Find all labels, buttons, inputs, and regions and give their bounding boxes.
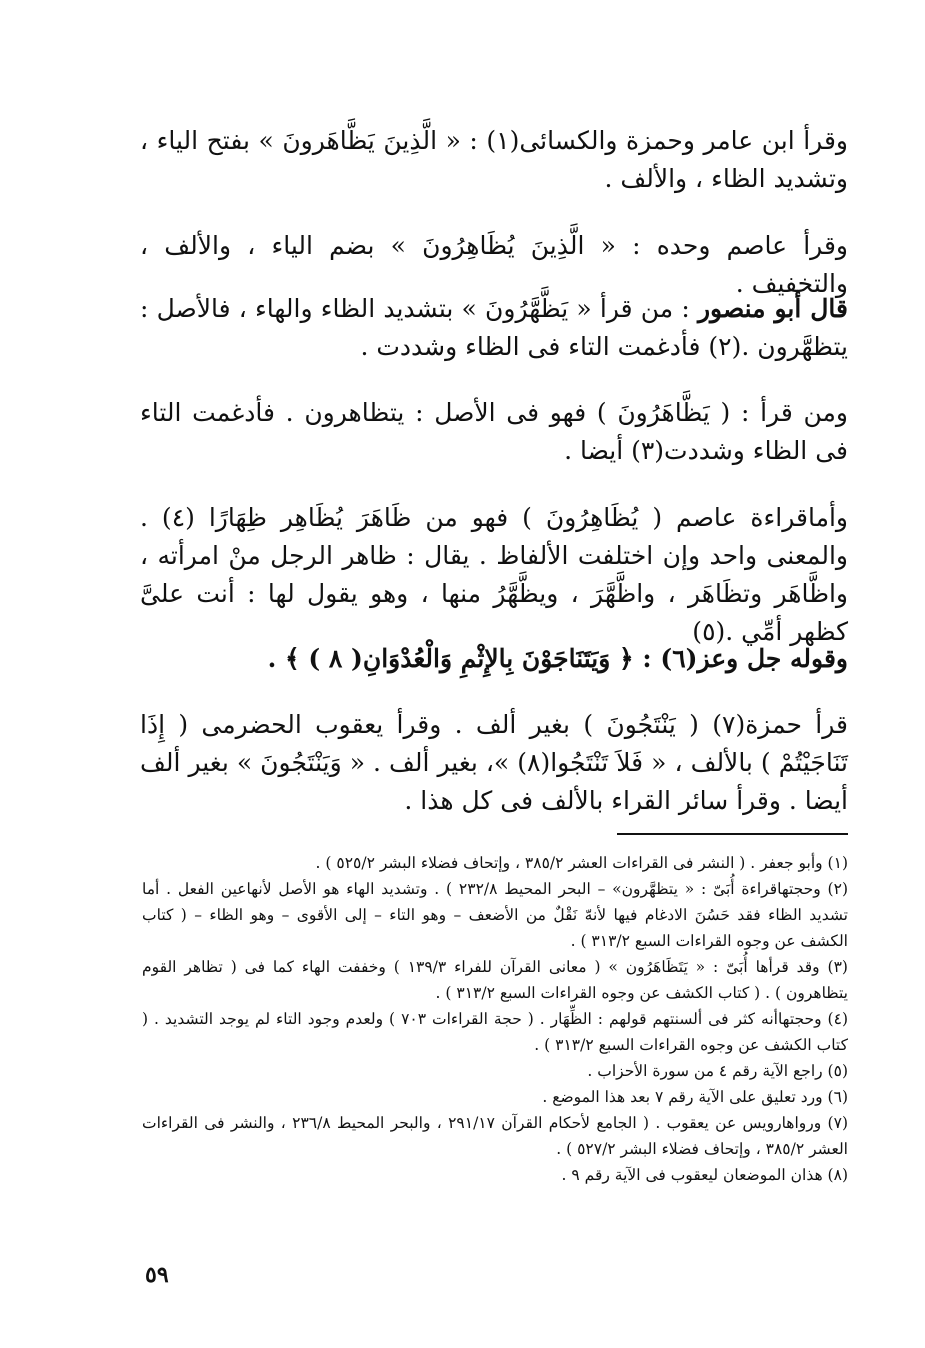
paragraph-text: وقرأ ابن عامر وحمزة والكسائى(١) : « الَّذِينَ يَظَّاهَرونَ » بفتح الياء ، وتشديد الظاء ، والألف . <box>140 126 848 193</box>
page-number: ٥٩ <box>145 1262 169 1288</box>
paragraph-text: : من قرأ « يَظَّهَّرُونَ » بتشديد الظاء والهاء ، فالأصل : يتظهَّرون .(٢) فأدغمت التاء فى الظاء وشددت . <box>140 294 848 361</box>
footnotes <box>142 850 848 1188</box>
footnote-4: (٤) وحجتهاأنه كثر فى ألسنتهم قولهم : الظِّهَار . ( حجة القراءات ٧٠٣ ) ولعدم وجود التاء لم يوجد التشديد . ( كتاب الكشف عن وجوه القراءات السبع ٣١٣/٢ ) . <box>142 1010 848 1054</box>
footnote-5: (٥) راجع الآية رقم ٤ من سورة الأحزاب . <box>587 1062 848 1080</box>
footnote-1: (١) وأبو جعفر . ( النشر فى القراءات العشر ٣٨٥/٢ ، وإتحاف فضلاء البشر ٥٢٥/٢ ) . <box>315 854 848 872</box>
paragraph-6 <box>140 640 848 678</box>
paragraph-7 <box>140 706 848 820</box>
paragraph-text: ومن قرأ : ( يَظَّاهَرُونَ ) فهو فى الأصل : يتظاهرون . فأدغمت التاء فى الظاء وشددت(٣) أيضا . <box>140 398 848 465</box>
paragraph-text: : ﴿ وَيَتَنَاجَوْنَ بِالإِثْمِ وَالْعُدْوَانِ( ٨ ) ﴾ . <box>267 644 661 673</box>
footnote-7: (٧) ورواهارويس عن يعقوب . ( الجامع لأحكام القرآن ٢٩١/١٧ ، والبحر المحيط ٢٣٦/٨ ، والنشر فى القراءات العشر ٣٨٥/٢ ، وإتحاف فضلاء البشر ٥٢٧/٢ ) . <box>142 1114 848 1158</box>
paragraph-text: وأماقراءة عاصم ( يُظَاهِرُونَ ) فهو من ظَاهَرَ يُظَاهِر ظِهَارًا (٤) . والمعنى واحد وإن اختلفت الألفاظ . يقال : ظاهر الرجل منْ امرأته ، واظَّاهَر وتظَاهَر ، واظَّهَّرَ ، ويظَّهَّرُ منها ، وهو يقول لها : أنت علىَّ كظهر أمِّي .(٥) <box>140 503 848 646</box>
paragraph-3 <box>140 290 848 366</box>
paragraph-5 <box>140 499 848 651</box>
paragraph-text: وقرأ عاصم وحده : « الَّذِينَ يُظَاهِرُونَ » بضم الياء ، والألف ، والتخفيف . <box>140 231 848 298</box>
footnote-8: (٨) هذان الموضعان ليعقوب فى الآية رقم ٩ . <box>561 1166 848 1184</box>
paragraph-4 <box>140 394 848 470</box>
footnote-3: (٣) وقد قرأها أُبَىّ : « يَتَظَاهَرُون » ( معانى القرآن للفراء ١٣٩/٣ ) وخففت الهاء كما فى ( تظاهر القوم يتظاهرون ) . ( كتاب الكشف عن وجوه القراءات السبع ٣١٣/٢ ) . <box>142 958 848 1002</box>
paragraph-1 <box>140 122 848 198</box>
footnote-2: (٢) وحجتهاقراءة أُبَىّ : « يتظهَّرون» – البحر المحيط ٢٣٢/٨ ) . وتشديد الهاء هو الأصل لأنهاعين الفعل . أما تشديد الظاء فقد حَسُنَ الادغام فيها لأنهّ نَقْلٌ من الأضعف – وهو التاء – إلى الأقوى – وهو الظاء – ( كتاب الكشف عن وجوه القراءات السبع ٣١٣/٢ ) . <box>142 880 848 950</box>
paragraph-text: قرأ حمزة(٧) ( يَنْتَجُونَ ) بغير ألف . وقرأ يعقوب الحضرمى ( إِذَا تَنَاجَيْتُمْ ) بالألف ، « فَلاَ تَنْتَجُوا(٨) »، بغير ألف . « وَيَنْتَجُونَ » بغير ألف أيضا . وقرأ سائر القراء بالألف فى كل هذا . <box>140 710 848 815</box>
paragraph-lead: قال أبو منصور <box>697 294 848 323</box>
footnote-divider <box>617 833 848 835</box>
paragraph-lead: وقوله جل وعز(٦) <box>660 644 848 673</box>
footnote-6: (٦) ورد تعليق على الآية رقم ٧ بعد هذا الموضع . <box>542 1088 848 1106</box>
